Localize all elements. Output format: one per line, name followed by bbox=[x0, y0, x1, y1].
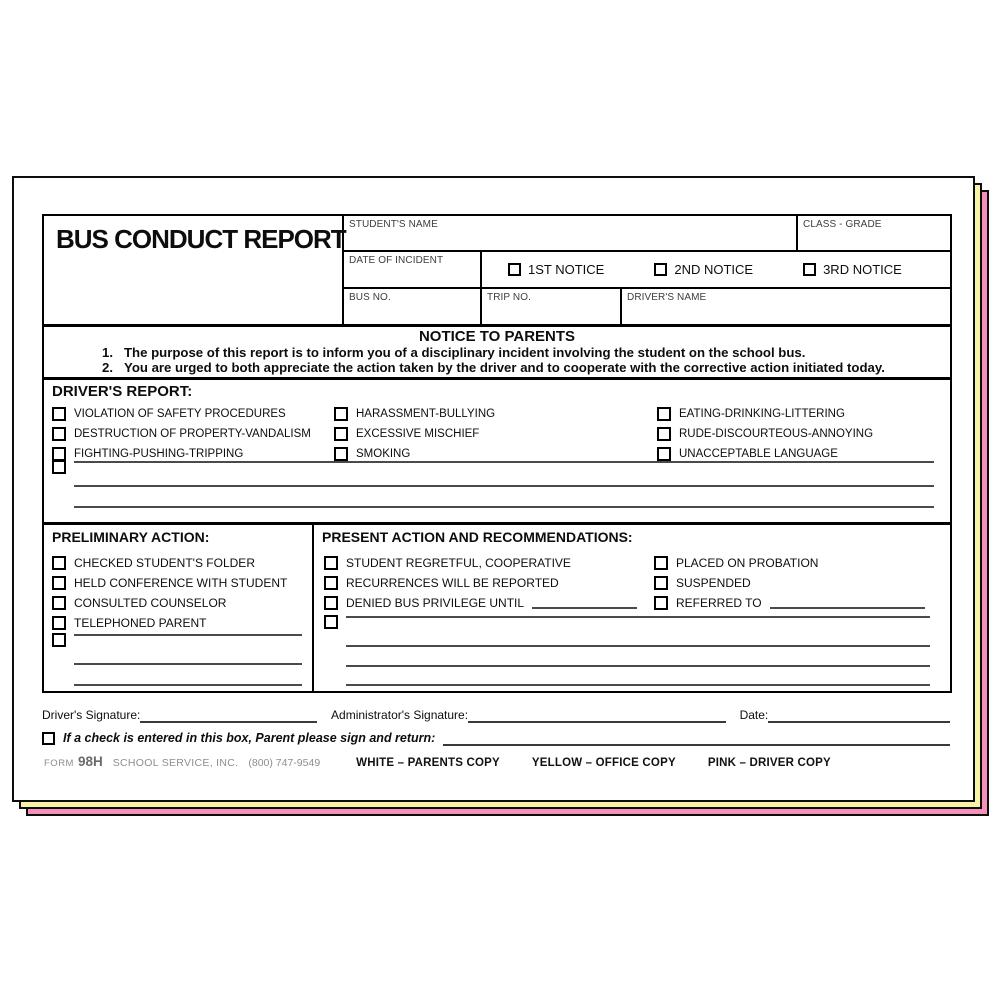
option-harassment-bullying bbox=[334, 404, 495, 424]
second-notice-checkbox[interactable] bbox=[654, 263, 667, 276]
parent-signature-line[interactable] bbox=[443, 733, 950, 746]
present-blank-line-4[interactable] bbox=[346, 684, 930, 686]
student-name-label: STUDENT'S NAME bbox=[349, 219, 438, 230]
signature-row bbox=[42, 708, 950, 723]
third-notice-label: 3RD NOTICE bbox=[823, 262, 902, 277]
option-placed-on-probation bbox=[654, 553, 925, 573]
option-telephoned-parent bbox=[52, 613, 287, 633]
bus-no-label: BUS NO. bbox=[349, 292, 391, 303]
option-label: PLACED ON PROBATION bbox=[676, 556, 819, 570]
company-phone: (800) 747-9549 bbox=[248, 757, 321, 769]
option-label: EXCESSIVE MISCHIEF bbox=[356, 428, 480, 440]
option-label: TELEPHONED PARENT bbox=[74, 616, 207, 630]
date-line[interactable] bbox=[768, 709, 950, 723]
option-label: SUSPENDED bbox=[676, 576, 751, 590]
present-blank-line-2[interactable] bbox=[346, 645, 930, 647]
option-destruction-of-property-vandalism bbox=[52, 424, 311, 444]
option-eating-drinking-littering bbox=[657, 404, 873, 424]
header-row-2 bbox=[344, 252, 950, 289]
other-offense-checkbox[interactable] bbox=[52, 460, 66, 474]
student-name-field[interactable] bbox=[344, 216, 798, 250]
present-other-checkbox[interactable] bbox=[324, 615, 338, 629]
checkbox[interactable] bbox=[657, 427, 671, 441]
present-action-title: PRESENT ACTION AND RECOMMENDATIONS: bbox=[322, 529, 633, 545]
driver-signature-label: Driver's Signature: bbox=[42, 708, 141, 722]
drivers-report-blank-line-2[interactable] bbox=[74, 485, 934, 487]
second-notice-label: 2ND NOTICE bbox=[674, 262, 754, 277]
parent-sign-row bbox=[42, 731, 950, 746]
checkbox[interactable] bbox=[654, 576, 668, 590]
notice-option-1st bbox=[508, 262, 604, 277]
drivers-name-label: DRIVER'S NAME bbox=[627, 292, 707, 303]
white-parents-copy-sheet bbox=[12, 176, 975, 802]
checkbox[interactable] bbox=[52, 576, 66, 590]
option-label: CHECKED STUDENT'S FOLDER bbox=[74, 556, 255, 570]
checkbox[interactable] bbox=[52, 447, 66, 461]
yellow-copy-label: YELLOW – OFFICE COPY bbox=[531, 757, 676, 769]
checkbox[interactable] bbox=[334, 407, 348, 421]
header-fields bbox=[344, 216, 950, 324]
drivers-report-blank-line-3[interactable] bbox=[74, 506, 934, 508]
option-label: CONSULTED COUNSELOR bbox=[74, 596, 227, 610]
notice-item-2-text: You are urged to both appreciate the action taken by the driver and to cooperate with the corrective action initiated today. bbox=[124, 360, 885, 375]
option-label: VIOLATION OF SAFETY PROCEDURES bbox=[74, 408, 286, 420]
form-word: FORM bbox=[44, 758, 74, 769]
option-consulted-counselor bbox=[52, 593, 287, 613]
option-referred-to bbox=[654, 593, 925, 613]
date-label: Date: bbox=[739, 708, 769, 722]
checkbox[interactable] bbox=[334, 427, 348, 441]
present-action-section bbox=[314, 525, 950, 691]
option-recurrences-will-be-reported bbox=[324, 573, 637, 593]
option-excessive-mischief bbox=[334, 424, 495, 444]
checkbox[interactable] bbox=[52, 596, 66, 610]
referred-to-line[interactable] bbox=[770, 597, 925, 609]
option-violation-of-safety-procedures bbox=[52, 404, 311, 424]
checkbox[interactable] bbox=[324, 576, 338, 590]
notice-item-1-text: The purpose of this report is to inform you of a disciplinary incident involving the student on the school bus. bbox=[124, 345, 806, 360]
notice-item-2 bbox=[44, 360, 950, 375]
notice-checkbox-group bbox=[482, 252, 950, 287]
option-rude-discourteous-annoying bbox=[657, 424, 873, 444]
preliminary-write-in-line[interactable] bbox=[74, 634, 302, 636]
pink-copy-label: PINK – DRIVER COPY bbox=[707, 757, 831, 769]
notice-to-parents-section bbox=[44, 327, 950, 380]
notice-item-1-number: 1. bbox=[102, 345, 113, 360]
option-checked-students-folder bbox=[52, 553, 287, 573]
notice-option-2nd bbox=[654, 262, 753, 277]
administrator-signature-line[interactable] bbox=[468, 709, 726, 723]
checkbox[interactable] bbox=[52, 407, 66, 421]
third-notice-checkbox[interactable] bbox=[803, 263, 816, 276]
checkbox[interactable] bbox=[52, 427, 66, 441]
option-suspended bbox=[654, 573, 925, 593]
parent-sign-note: If a check is entered in this box, Parent please sign and return: bbox=[63, 731, 436, 745]
option-label: DESTRUCTION OF PROPERTY-VANDALISM bbox=[74, 428, 311, 440]
drivers-name-field[interactable] bbox=[622, 289, 950, 324]
preliminary-other-checkbox[interactable] bbox=[52, 633, 66, 647]
class-grade-label: CLASS - GRADE bbox=[803, 219, 882, 230]
preliminary-action-items bbox=[52, 553, 287, 633]
option-held-conference-with-student bbox=[52, 573, 287, 593]
checkbox[interactable] bbox=[324, 556, 338, 570]
notice-item-1 bbox=[44, 345, 950, 360]
date-of-incident-label: DATE OF INCIDENT bbox=[349, 255, 444, 266]
drivers-report-section bbox=[44, 380, 950, 525]
checkbox[interactable] bbox=[654, 556, 668, 570]
company-name: SCHOOL SERVICE, INC. bbox=[112, 757, 239, 769]
present-write-in-line[interactable] bbox=[346, 616, 930, 618]
option-label: FIGHTING-PUSHING-TRIPPING bbox=[74, 448, 244, 460]
notice-to-parents-title: NOTICE TO PARENTS bbox=[418, 328, 576, 345]
form-header bbox=[44, 216, 950, 327]
notice-item-2-number: 2. bbox=[102, 360, 113, 375]
checkbox[interactable] bbox=[324, 596, 338, 610]
option-label: EATING-DRINKING-LITTERING bbox=[679, 408, 845, 420]
bus-no-field[interactable] bbox=[344, 289, 482, 324]
form-title: BUS CONDUCT REPORT bbox=[56, 224, 346, 254]
trip-no-label: TRIP NO. bbox=[487, 292, 531, 303]
preliminary-blank-line-3[interactable] bbox=[74, 684, 302, 686]
title-cell bbox=[44, 216, 344, 324]
preliminary-action-title: PRELIMINARY ACTION: bbox=[52, 529, 210, 545]
option-label: HELD CONFERENCE WITH STUDENT bbox=[74, 576, 288, 590]
option-label: SMOKING bbox=[356, 448, 411, 460]
form-table bbox=[42, 214, 952, 693]
first-notice-label: 1ST NOTICE bbox=[528, 262, 605, 277]
checkbox[interactable] bbox=[654, 596, 668, 610]
option-student-regretful-cooperative bbox=[324, 553, 637, 573]
actions-section bbox=[44, 525, 950, 691]
drivers-report-column-3 bbox=[657, 404, 873, 464]
first-notice-checkbox[interactable] bbox=[508, 263, 521, 276]
drivers-report-column-2 bbox=[334, 404, 495, 464]
option-label: STUDENT REGRETFUL, COOPERATIVE bbox=[346, 556, 571, 570]
checkbox[interactable] bbox=[657, 447, 671, 461]
class-grade-field[interactable] bbox=[798, 216, 950, 250]
header-row-1 bbox=[344, 216, 950, 252]
checkbox[interactable] bbox=[52, 556, 66, 570]
trip-no-field[interactable] bbox=[482, 289, 622, 324]
header-row-3 bbox=[344, 289, 950, 324]
denied-until-date-line[interactable] bbox=[532, 597, 637, 609]
form-number: 98H bbox=[77, 754, 103, 769]
present-action-column-2 bbox=[654, 553, 925, 613]
administrator-signature-label: Administrator's Signature: bbox=[331, 708, 469, 722]
preliminary-blank-line-2[interactable] bbox=[74, 663, 302, 665]
form-footer bbox=[44, 754, 952, 769]
date-of-incident-field[interactable] bbox=[344, 252, 482, 287]
present-blank-line-3[interactable] bbox=[346, 665, 930, 667]
drivers-report-column-1 bbox=[52, 404, 311, 464]
option-label: DENIED BUS PRIVILEGE UNTIL bbox=[346, 596, 525, 610]
checkbox[interactable] bbox=[52, 616, 66, 630]
white-copy-label: WHITE – PARENTS COPY bbox=[356, 757, 500, 769]
preliminary-action-section bbox=[44, 525, 314, 691]
option-label: REFERRED TO bbox=[676, 596, 762, 610]
checkbox[interactable] bbox=[657, 407, 671, 421]
option-label: RUDE-DISCOURTEOUS-ANNOYING bbox=[679, 428, 874, 440]
notice-option-3rd bbox=[803, 262, 902, 277]
option-label: UNACCEPTABLE LANGUAGE bbox=[679, 448, 838, 460]
driver-signature-line[interactable] bbox=[140, 709, 317, 723]
option-label: HARASSMENT-BULLYING bbox=[356, 408, 496, 420]
other-offense-write-in-line[interactable] bbox=[74, 461, 934, 463]
checkbox[interactable] bbox=[334, 447, 348, 461]
present-action-column-1 bbox=[324, 553, 637, 613]
drivers-report-title: DRIVER'S REPORT: bbox=[52, 383, 193, 400]
option-label: RECURRENCES WILL BE REPORTED bbox=[346, 576, 559, 590]
option-denied-bus-privilege-until bbox=[324, 593, 637, 613]
parent-sign-checkbox[interactable] bbox=[42, 732, 55, 745]
